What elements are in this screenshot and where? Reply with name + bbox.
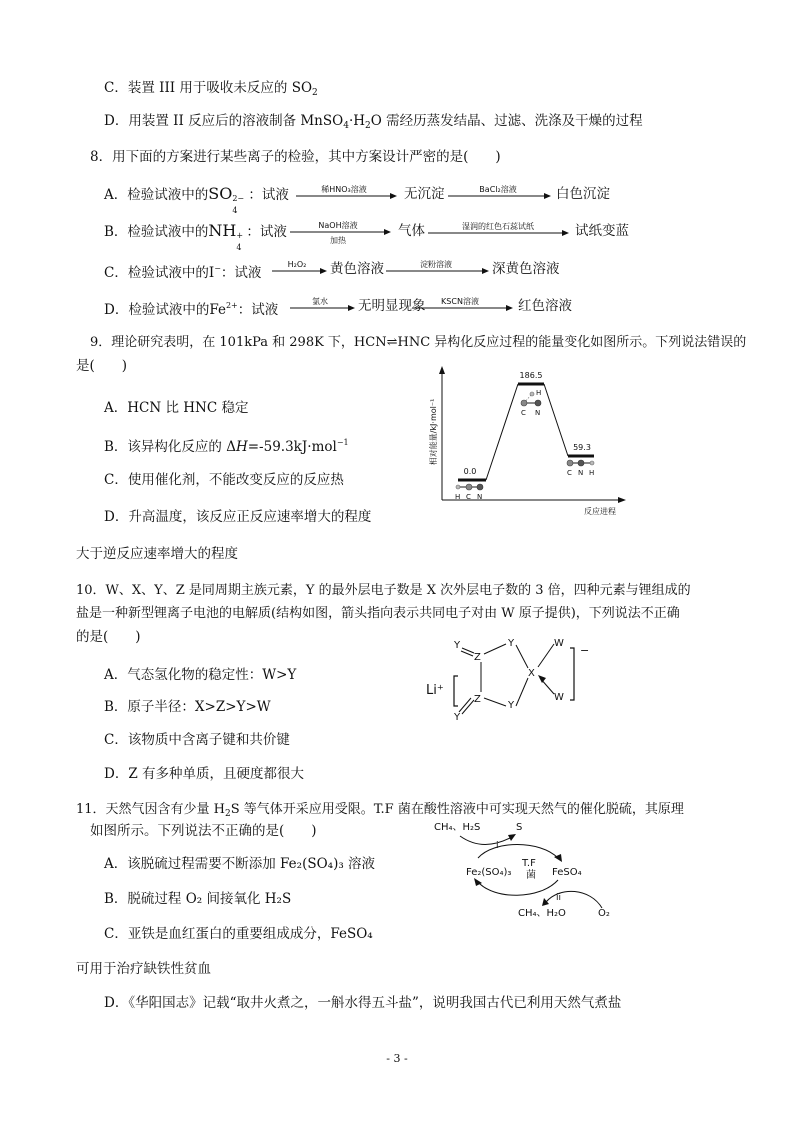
svg-text:X: X bbox=[528, 668, 535, 679]
q10-structure-diagram bbox=[420, 636, 610, 728]
q8-d-end: 红色溶液 bbox=[518, 298, 572, 314]
q9-option-a: A．HCN 比 HNC 稳定 bbox=[104, 400, 249, 416]
struct-charge: − bbox=[580, 644, 590, 657]
svg-text:W: W bbox=[554, 692, 564, 703]
q8-c-arrow2 bbox=[384, 261, 494, 279]
svg-text:H: H bbox=[455, 493, 461, 501]
svg-text:Y: Y bbox=[454, 640, 461, 651]
q11-option-b: B．脱硫过程 O₂ 间接氧化 H₂S bbox=[104, 891, 292, 907]
svg-text:BaCl₂溶液: BaCl₂溶液 bbox=[479, 185, 517, 194]
q9-option-d-continued: 大于逆反应速率增大的程度 bbox=[76, 546, 238, 562]
svg-text:稀HNO₃溶液: 稀HNO₃溶液 bbox=[321, 185, 367, 194]
q9-energy-diagram bbox=[422, 362, 632, 522]
svg-text:C: C bbox=[521, 409, 526, 417]
molecule-hcn bbox=[455, 484, 483, 501]
cycle-top-right: S bbox=[516, 822, 523, 833]
q8-c-mid: 黄色溶液 bbox=[330, 261, 384, 277]
svg-text:湿润的红色石蕊试纸: 湿润的红色石蕊试纸 bbox=[462, 222, 534, 231]
cycle-left: Fe₂(SO₄)₃ bbox=[466, 867, 512, 878]
svg-text:H₂O₂: H₂O₂ bbox=[287, 260, 307, 269]
q9-option-c: C．使用催化剂，不能改变反应的反应热 bbox=[104, 472, 344, 488]
q10-option-a: A．气态氢化物的稳定性：W>Y bbox=[104, 667, 297, 683]
q9-option-b: B．该异构化反应的 ΔH=-59.3kJ·mol$^{-1}$ bbox=[104, 438, 349, 455]
svg-text:KSCN溶液: KSCN溶液 bbox=[441, 297, 479, 306]
cycle-bottom-right: O₂ bbox=[598, 908, 610, 919]
q11-option-d: D．《华阳国志》记载“取井火煮之，一斛水得五斗盐”，说明我国古代已利用天然气煮盐 bbox=[104, 995, 622, 1011]
cycle-center1: T.F bbox=[522, 858, 536, 869]
path-down bbox=[544, 384, 568, 456]
q10-option-c: C．该物质中含离子键和共价键 bbox=[104, 732, 290, 748]
q9-option-d: D．升高温度，该反应正反应速率增大的程度 bbox=[104, 509, 372, 525]
q8-d-arrow2 bbox=[410, 298, 520, 316]
svg-text:Z: Z bbox=[474, 652, 481, 663]
cycle-center2: 菌 bbox=[526, 870, 536, 881]
q11-stem-line2: 如图所示。下列说法不正确的是( ) bbox=[90, 823, 317, 839]
molecule-transition bbox=[521, 389, 541, 417]
q8-b-end: 试纸变蓝 bbox=[575, 223, 629, 239]
svg-text:Y: Y bbox=[508, 638, 515, 649]
cycle-step-i: i bbox=[496, 841, 499, 851]
q8-a-arrow1 bbox=[294, 186, 404, 204]
level-reactant-value: 0.0 bbox=[463, 467, 477, 476]
q10-stem-line2: 盐是一种新型锂离子电池的电解质(结构如图，箭头指向表示共同电子对由 W 原子提供)，下列说法不正确 bbox=[76, 606, 680, 621]
q11-cycle-diagram bbox=[430, 816, 620, 924]
molecule-hnc bbox=[567, 460, 594, 477]
svg-text:淀粉溶液: 淀粉溶液 bbox=[420, 260, 452, 269]
q8-c-end: 深黄色溶液 bbox=[492, 261, 560, 277]
cycle-step-ii: ii bbox=[556, 893, 562, 903]
q8-b-arrow2 bbox=[426, 223, 576, 241]
q8-a-arrow2 bbox=[446, 186, 556, 204]
q8-option-b: B．检验试液中的NH + 4 ：试液 bbox=[104, 221, 287, 252]
svg-text:W: W bbox=[554, 638, 564, 649]
q8-d-mid: 无明显现象 bbox=[358, 298, 426, 314]
q7-option-c: C．装置 III 用于吸收未反应的 $SO_2$ bbox=[104, 80, 318, 98]
cycle-bottom-left: CH₄、H₂O bbox=[518, 908, 566, 919]
q8-a-end: 白色沉淀 bbox=[556, 186, 610, 202]
svg-text:Z: Z bbox=[474, 694, 481, 705]
svg-text:氯水: 氯水 bbox=[312, 297, 328, 306]
q9-stem-line2: 是( ) bbox=[76, 358, 128, 374]
q11-option-a: A．该脱硫过程需要不断添加 Fe₂(SO₄)₃ 溶液 bbox=[104, 856, 376, 872]
svg-text:C: C bbox=[466, 493, 471, 501]
energy-ylabel: 相对能量/kJ·mol⁻¹ bbox=[429, 398, 438, 466]
struct-bracket-left bbox=[454, 676, 458, 706]
q8-a-mid: 无沉淀 bbox=[404, 186, 445, 202]
svg-text:H: H bbox=[536, 389, 542, 397]
q8-b-arrow1 bbox=[288, 218, 398, 246]
svg-text:N: N bbox=[578, 469, 584, 477]
q9-stem-line1: 9．理论研究表明，在 101kPa 和 298K 下，HCN⇌HNC 异构化反应过程的能量变化如图所示。下列说法错误的 bbox=[90, 335, 747, 350]
q10-option-d: D．Z 有多种单质，且硬度都很大 bbox=[104, 766, 304, 782]
q8-option-a: A．检验试液中的SO 2− 4 ：试液 bbox=[104, 184, 289, 215]
q10-option-b: B．原子半径：X>Z>Y>W bbox=[104, 699, 271, 715]
q11-option-c-continued: 可用于治疗缺铁性贫血 bbox=[76, 961, 211, 977]
svg-text:N: N bbox=[535, 409, 541, 417]
path-up bbox=[486, 384, 518, 480]
q11-option-c: C．亚铁是血红蛋白的重要组成成分，FeSO₄ bbox=[104, 926, 373, 942]
q10-stem-line1: 10．W、X、Y、Z 是同周期主族元素，Y 的最外层电子数是 X 次外层电子数的 3 倍，四种元素与锂组成的 bbox=[76, 583, 691, 598]
struct-bracket-right bbox=[570, 648, 574, 700]
svg-text:Y: Y bbox=[508, 700, 515, 711]
level-transition-value: 186.5 bbox=[519, 371, 543, 380]
svg-text:NaOH溶液: NaOH溶液 bbox=[318, 221, 358, 230]
energy-xlabel: 反应进程 bbox=[584, 507, 616, 516]
cycle-right: FeSO₄ bbox=[552, 867, 582, 878]
page-number: - 3 - bbox=[386, 1052, 408, 1065]
svg-text:C: C bbox=[567, 469, 572, 477]
svg-text:H: H bbox=[589, 469, 595, 477]
struct-li: Li⁺ bbox=[426, 683, 444, 698]
q8-b-mid: 气体 bbox=[398, 223, 425, 239]
svg-text:N: N bbox=[477, 493, 483, 501]
svg-text:加热: 加热 bbox=[330, 236, 346, 245]
q8-option-c: C．检验试液中的I−：试液 bbox=[104, 264, 262, 281]
q10-stem-line3: 的是( ) bbox=[76, 629, 141, 645]
q8-stem: 8．用下面的方案进行某些离子的检验，其中方案设计严密的是( ) bbox=[90, 149, 501, 165]
q8-d-arrow1 bbox=[288, 298, 358, 316]
q8-option-d: D．检验试液中的$Fe^{2+}$：试液 bbox=[104, 301, 279, 318]
q7-option-d: D．用装置 II 反应后的溶液制备 $MnSO_4\cdot H_2O$ 需经历蒸发结晶、过滤、洗涤及干燥的过程 bbox=[104, 113, 643, 131]
svg-text:Y: Y bbox=[454, 712, 461, 723]
q11-stem-line1: 11．天然气因含有少量 $H_2S$ 等气体开采应用受限。T.F 菌在酸性溶液中可实现天然气的催化脱硫，其原理 bbox=[76, 802, 684, 819]
q8-c-arrow1 bbox=[270, 261, 330, 279]
level-product-value: 59.3 bbox=[573, 443, 591, 452]
cycle-top-left: CH₄、H₂S bbox=[434, 822, 481, 833]
